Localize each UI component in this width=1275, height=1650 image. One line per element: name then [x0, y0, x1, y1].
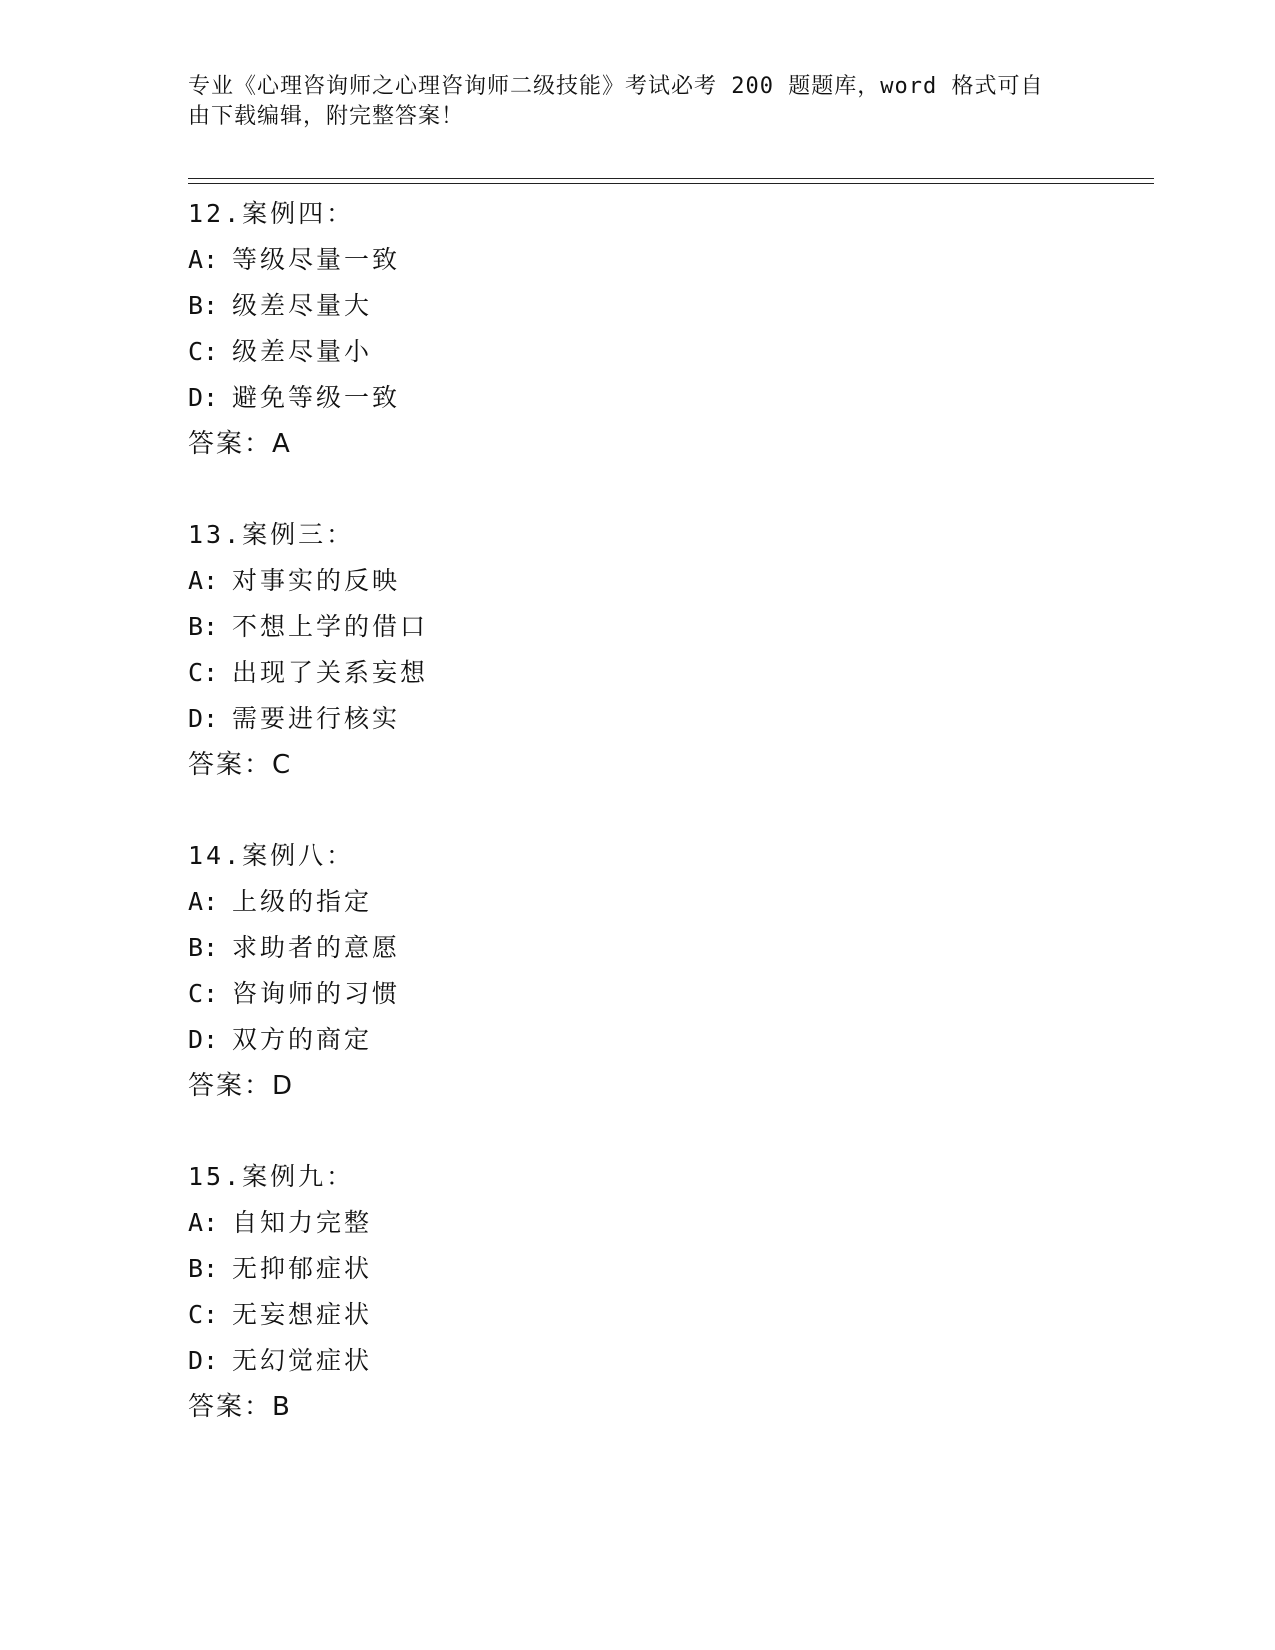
option-text: 自知力完整 — [232, 1208, 373, 1237]
answer-line — [188, 1063, 1148, 1109]
header-line-1: 专业《心理咨询师之心理咨询师二级技能》考试必考 200 题题库，word 格式可自 — [188, 74, 1044, 99]
option-letter: B: — [188, 612, 219, 641]
document-header — [188, 72, 1068, 132]
option-text: 级差尽量小 — [232, 337, 373, 366]
option-text: 需要进行核实 — [232, 704, 401, 733]
option-d — [188, 696, 1148, 742]
option-letter: A: — [188, 566, 219, 595]
option-letter: D: — [188, 383, 219, 412]
option-letter: A: — [188, 887, 219, 916]
answer-value: B — [272, 1392, 290, 1422]
header-divider-top — [188, 178, 1154, 179]
question-title: 14.案例八： — [188, 841, 355, 870]
option-b — [188, 1246, 1148, 1292]
option-text: 等级尽量一致 — [232, 245, 401, 274]
header-divider-bottom — [188, 183, 1154, 184]
option-text: 避免等级一致 — [232, 383, 401, 412]
option-text: 无幻觉症状 — [232, 1346, 373, 1375]
option-text: 无妄想症状 — [232, 1300, 373, 1329]
answer-label: 答案： — [188, 429, 273, 459]
question-13 — [188, 512, 1148, 788]
option-letter: D: — [188, 1025, 219, 1054]
option-letter: C: — [188, 337, 219, 366]
option-letter: B: — [188, 933, 219, 962]
option-b — [188, 604, 1148, 650]
answer-line — [188, 1384, 1148, 1430]
option-text: 不想上学的借口 — [232, 612, 429, 641]
answer-label: 答案： — [188, 750, 273, 780]
option-letter: A: — [188, 1208, 219, 1237]
question-14 — [188, 833, 1148, 1109]
option-letter: A: — [188, 245, 219, 274]
answer-line — [188, 421, 1148, 467]
question-title: 15.案例九： — [188, 1162, 355, 1191]
option-a — [188, 558, 1148, 604]
option-d — [188, 375, 1148, 421]
option-a — [188, 1200, 1148, 1246]
option-b — [188, 283, 1148, 329]
option-letter: B: — [188, 291, 219, 320]
answer-value: D — [272, 1071, 293, 1101]
option-c — [188, 650, 1148, 696]
option-d — [188, 1017, 1148, 1063]
option-text: 双方的商定 — [232, 1025, 373, 1054]
option-letter: B: — [188, 1254, 219, 1283]
option-c — [188, 329, 1148, 375]
option-c — [188, 1292, 1148, 1338]
question-list — [188, 191, 1148, 1475]
option-text: 对事实的反映 — [232, 566, 401, 595]
option-c — [188, 971, 1148, 1017]
option-text: 无抑郁症状 — [232, 1254, 373, 1283]
question-15 — [188, 1154, 1148, 1430]
option-d — [188, 1338, 1148, 1384]
question-12 — [188, 191, 1148, 467]
option-letter: C: — [188, 1300, 219, 1329]
answer-label: 答案： — [188, 1392, 273, 1422]
option-letter: D: — [188, 704, 219, 733]
header-line-2: 由下载编辑，附完整答案！ — [188, 104, 465, 129]
answer-value: A — [272, 429, 290, 459]
answer-label: 答案： — [188, 1071, 273, 1101]
answer-line — [188, 742, 1148, 788]
option-letter: D: — [188, 1346, 219, 1375]
question-title: 12.案例四： — [188, 199, 355, 228]
option-text: 求助者的意愿 — [232, 933, 401, 962]
option-b — [188, 925, 1148, 971]
option-text: 咨询师的习惯 — [232, 979, 401, 1008]
option-text: 上级的指定 — [232, 887, 373, 916]
option-a — [188, 879, 1148, 925]
option-text: 级差尽量大 — [232, 291, 373, 320]
answer-value: C — [272, 750, 291, 780]
option-text: 出现了关系妄想 — [232, 658, 429, 687]
question-title: 13.案例三： — [188, 520, 355, 549]
option-a — [188, 237, 1148, 283]
option-letter: C: — [188, 979, 219, 1008]
option-letter: C: — [188, 658, 219, 687]
